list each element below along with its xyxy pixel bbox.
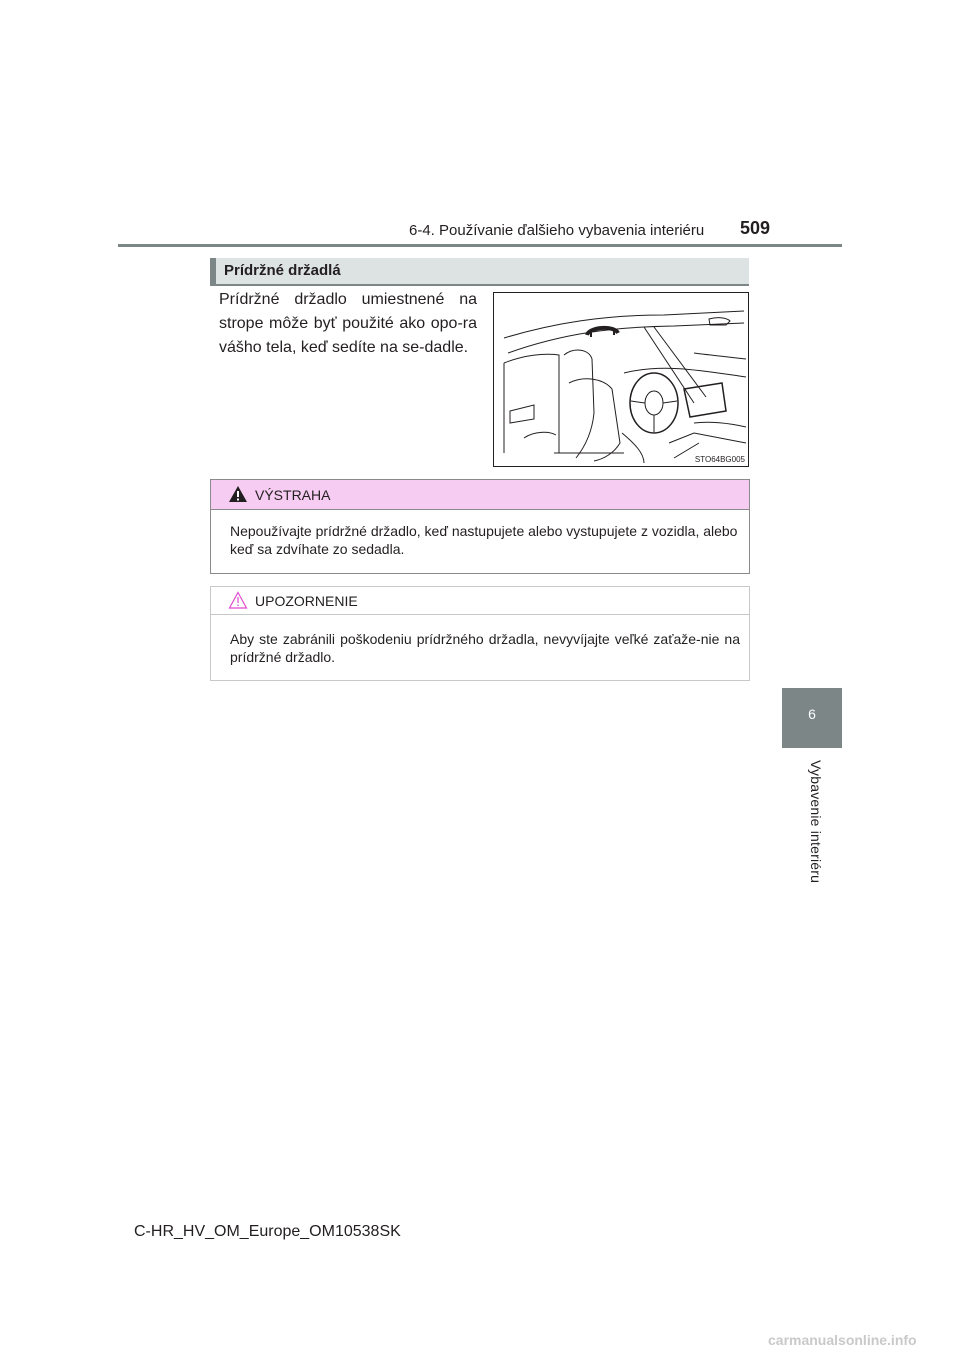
warning-triangle-filled-icon — [228, 485, 248, 503]
header-section-title: 6-4. Používanie ďalšieho vybavenia interiéru — [409, 222, 705, 239]
header-divider — [118, 244, 842, 247]
interior-line-drawing — [494, 293, 748, 466]
warning-header — [211, 480, 749, 510]
page-number: 509 — [740, 218, 771, 238]
illustration-code: STO64BG005 — [694, 455, 745, 464]
section-title: Prídržné držadlá — [224, 262, 341, 279]
watermark: carmanualsonline.info — [768, 1332, 917, 1348]
caution-text: Aby ste zabránili poškodeniu prídržného držadla, nevyvíjajte veľké zaťaže-nie na prídržné držadlo. — [230, 631, 740, 665]
warning-triangle-outline-icon — [228, 591, 248, 609]
caution-header — [211, 587, 749, 615]
car-interior-illustration — [493, 292, 749, 467]
footer-document-id: C-HR_HV_OM_Europe_OM10538SK — [134, 1223, 401, 1240]
warning-box — [210, 479, 750, 574]
chapter-label: Vybavenie interiéru — [808, 760, 824, 884]
section-heading-bar — [210, 258, 749, 286]
section-body-text: Prídržné držadlo umiestnené na strope môže byť použité ako opo-ra vášho tela, keď sedíte na se-dadle. — [219, 291, 477, 356]
caution-title: UPOZORNENIE — [255, 593, 358, 609]
warning-text: Nepoužívajte prídržné držadlo, keď nastupujete alebo vystupujete z vozidla, alebo keď sa zdvíhate zo sedadla. — [230, 523, 738, 557]
chapter-tab — [782, 688, 842, 748]
chapter-number: 6 — [808, 706, 816, 722]
caution-box — [210, 586, 750, 681]
warning-title: VÝSTRAHA — [255, 487, 331, 503]
